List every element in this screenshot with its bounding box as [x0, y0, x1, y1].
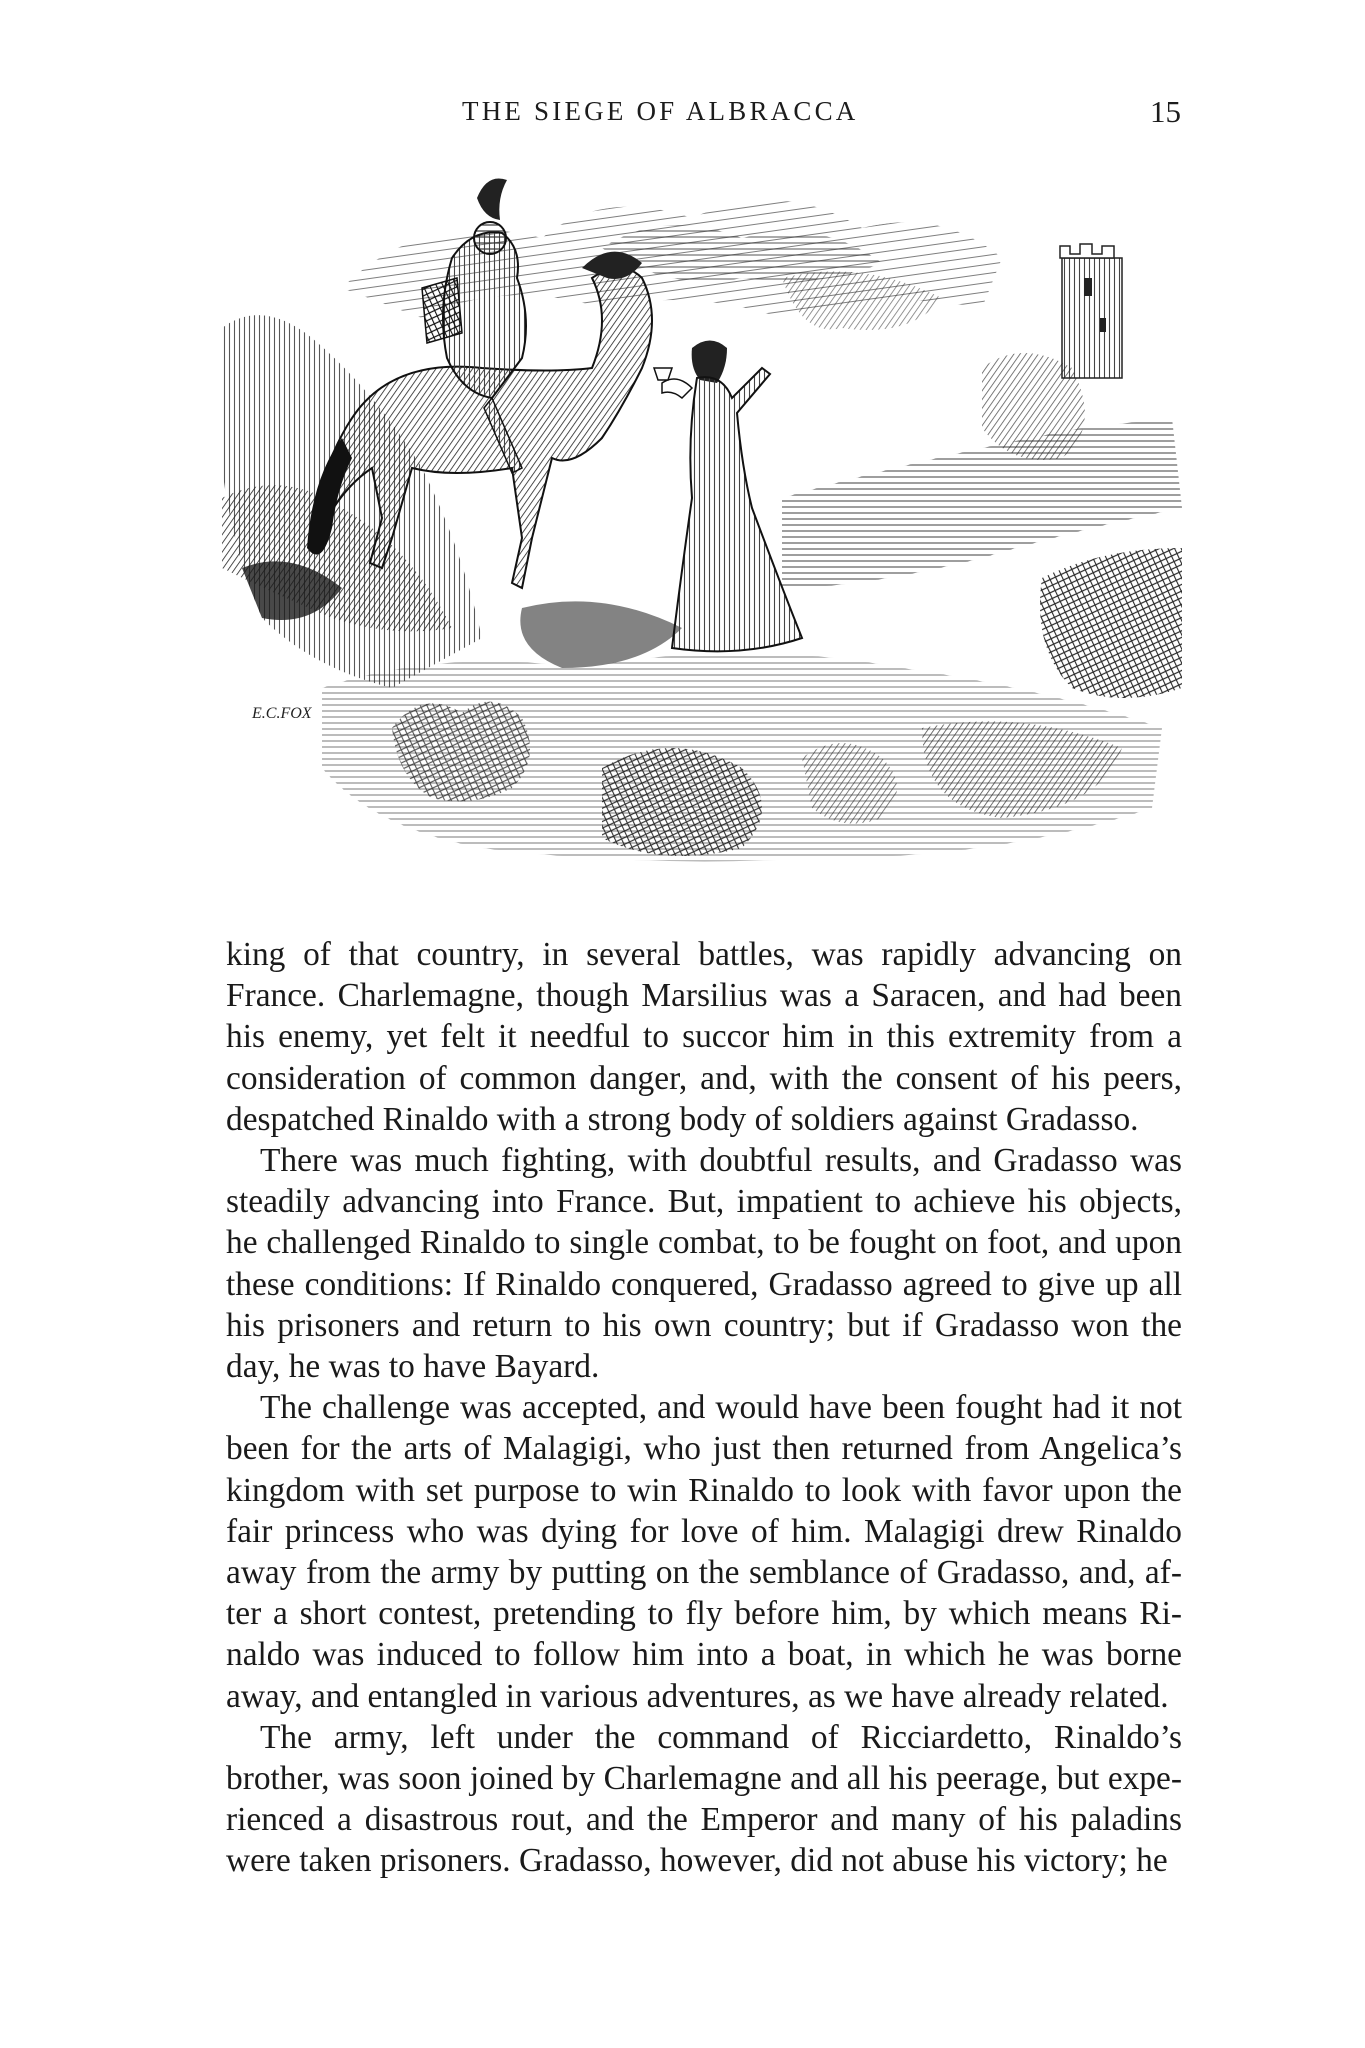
paragraph-1: king of that country, in several battles, was rapidly advancing on France. Charlemagne, though Marsilius was a Saracen, and had been his enemy, yet felt it needful to succor him in this extremity from a consideration of common danger, and, with the consent of his peers, despatched Rinaldo with a strong body of soldiers against Gradasso.: [226, 936, 1182, 1138]
paragraph-4: The army, left under the command of Ricciardetto, Rinaldo’s brother, was soon joined by Charlemagne and all his peerage, but experienced a disastrous rout, and the Emperor and many of his paladins were taken prisoners. Gradasso, however, did not abuse his victory; he: [226, 1718, 1182, 1880]
page-number: 15: [1150, 94, 1181, 129]
castle-tower: [1060, 244, 1122, 378]
road-wall: [782, 353, 1182, 698]
engraver-signature: E.C.FOX: [252, 705, 312, 722]
paragraph-3: The challenge was accepted, and would have been fought had it not been for the arts of Malagigi, who just then returned from Angelica’s kingdom with set purpose to win Rinaldo to look with favor upon the fair princess who was dying for love of him. Malagigi drew Rinaldo away from the army by putting on the semblance of Gradasso, and, after a short contest, pretending to fly before him, by which means Rinaldo was induced to follow him into a boat, in which he was borne away, and entangled in various adventures, as we have already related.: [226, 1389, 1182, 1715]
paragraph-2: There was much fighting, with doubtful results, and Gradasso was steadily advancing into France. But, impatient to achieve his objects, he challenged Rinaldo to single combat, to be fought on foot, and upon these conditions: If Rinaldo conquered, Gradasso agreed to give up all his prisoners and return to his own country; but if Gradasso won the day, he was to have Bayard.: [226, 1142, 1182, 1386]
engraving-knight-and-lady: [222, 168, 1182, 878]
running-header: [0, 96, 1365, 136]
running-title: THE SIEGE OF ALBRACCA: [462, 96, 859, 126]
engraving-illustration: [222, 168, 1182, 878]
lady-figure: [654, 341, 802, 652]
body-text: [226, 934, 1182, 1882]
